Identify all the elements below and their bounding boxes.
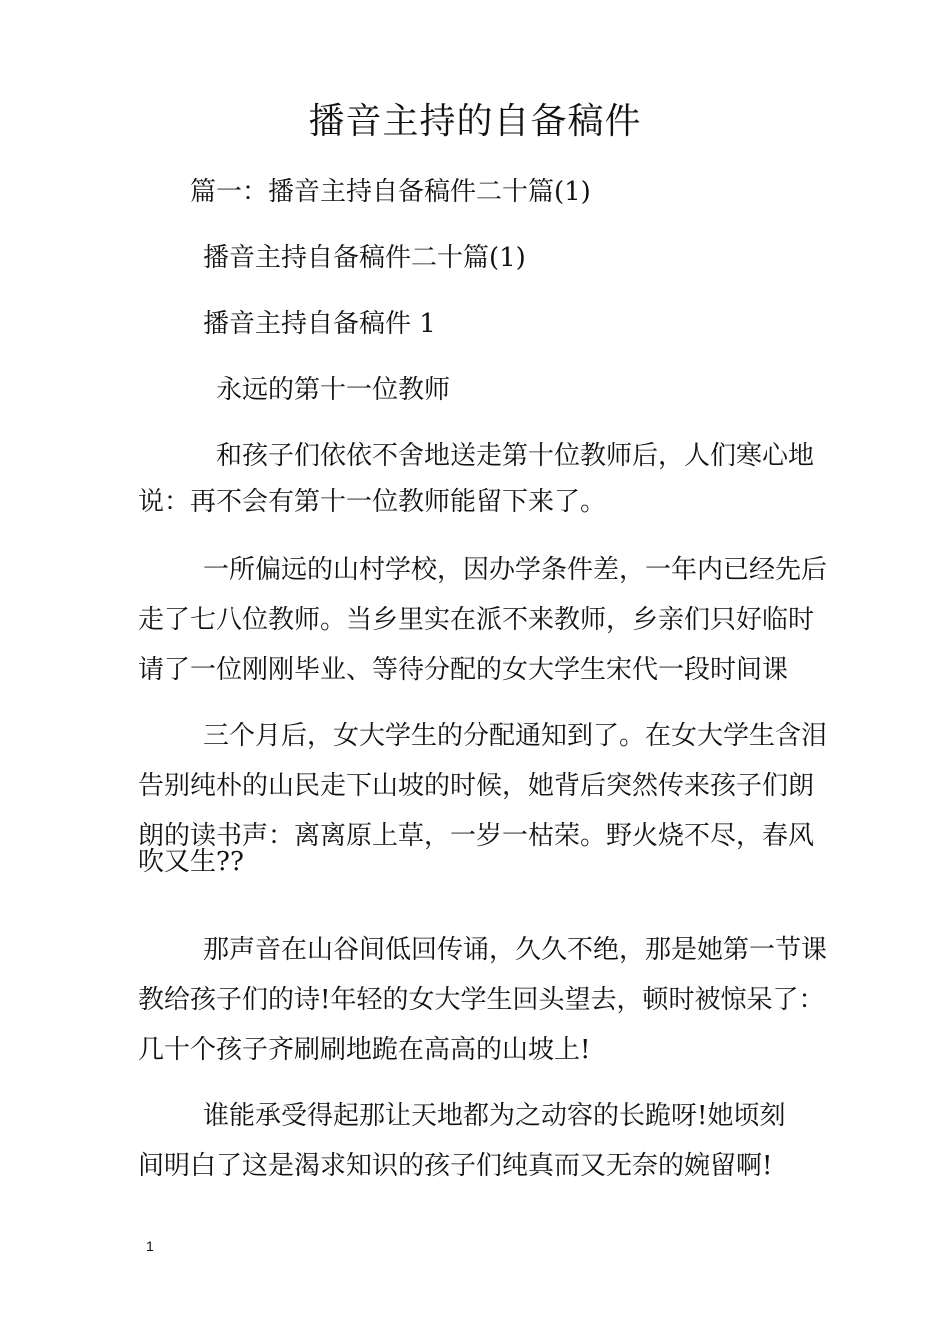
heading-collection: 播音主持自备稿件二十篇(1) bbox=[203, 243, 526, 273]
paragraph-line: 谁能承受得起那让天地都为之动容的长跪呀!她顷刻 bbox=[203, 1101, 786, 1131]
paragraph-line: 几十个孩子齐刷刷地跪在高高的山坡上! bbox=[138, 1035, 591, 1065]
paragraph-line: 间明白了这是渴求知识的孩子们纯真而又无奈的婉留啊! bbox=[138, 1151, 773, 1181]
story-title: 永远的第十一位教师 bbox=[216, 375, 451, 405]
paragraph-line: 和孩子们依依不舍地送走第十位教师后，人们寒心地 bbox=[216, 441, 815, 471]
paragraph-line: 请了一位刚刚毕业、等待分配的女大学生宋代一段时间课 bbox=[138, 655, 789, 685]
paragraph-line: 朗的读书声：离离原上草，一岁一枯荣。野火烧不尽，春风 bbox=[138, 821, 815, 851]
paragraph-line: 说：再不会有第十一位教师能留下来了。 bbox=[138, 487, 607, 517]
paragraph-line: 一所偏远的山村学校，因办学条件差，一年内已经先后 bbox=[203, 555, 828, 585]
paragraph-line: 吹又生?? bbox=[138, 847, 244, 877]
paragraph-line: 教给孩子们的诗!年轻的女大学生回头望去，顿时被惊呆了： bbox=[138, 985, 825, 1015]
heading-article: 播音主持自备稿件 1 bbox=[203, 309, 436, 339]
paragraph-line: 告别纯朴的山民走下山坡的时候，她背后突然传来孩子们朗 bbox=[138, 771, 815, 801]
paragraph-line: 那声音在山谷间低回传诵，久久不绝，那是她第一节课 bbox=[203, 935, 828, 965]
heading-chapter: 篇一：播音主持自备稿件二十篇(1) bbox=[190, 177, 591, 207]
paragraph-line: 走了七八位教师。当乡里实在派不来教师，乡亲们只好临时 bbox=[138, 605, 815, 635]
paragraph-line: 三个月后，女大学生的分配通知到了。在女大学生含泪 bbox=[203, 721, 828, 751]
page-number: 1 bbox=[146, 1238, 154, 1254]
document-title: 播音主持的自备稿件 bbox=[308, 101, 642, 142]
